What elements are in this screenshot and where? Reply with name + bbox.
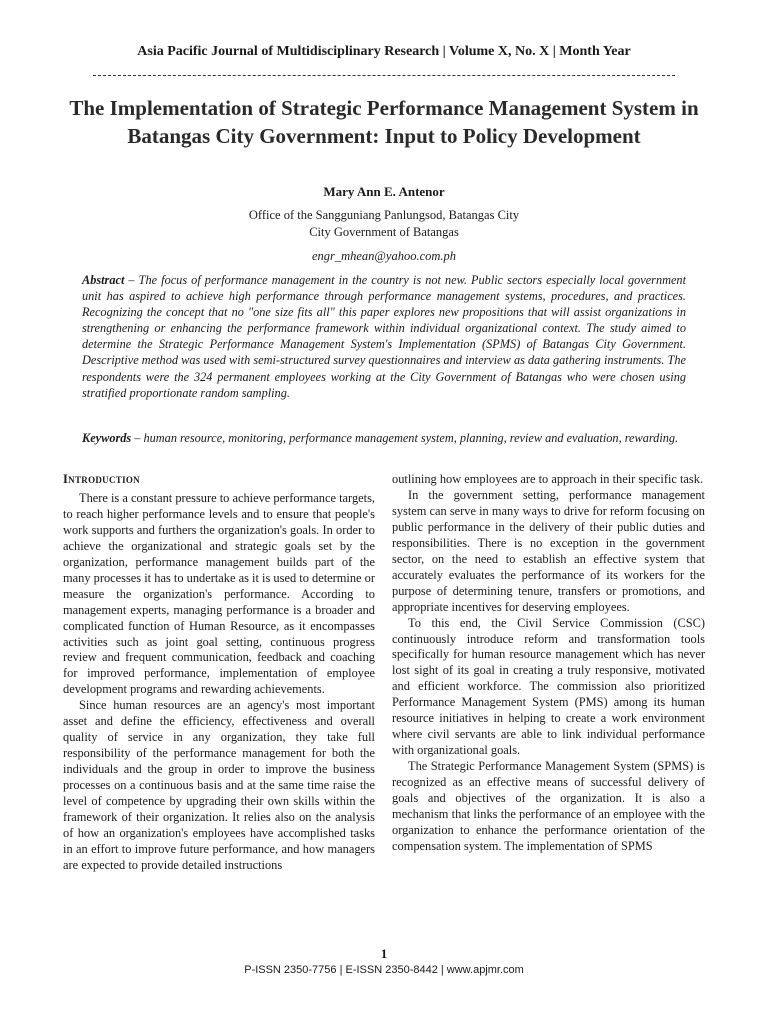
paragraph: In the government setting, performance management system can serve in many ways to drive for reform focusing on public performance in the delivery of their public duties and responsibilities. There is no exception in the government sector, on the need to establish an effective system that accurately evaluates the performance of its workers for the purpose of determining tenure, transfers or promotions, and appropriate incentives for deserving employees. bbox=[392, 487, 705, 614]
paragraph: outlining how employees are to approach in their specific task. bbox=[392, 472, 704, 486]
paragraph: To this end, the Civil Service Commission (CSC) continuously introduce reform and transformation tools specifically for human resource management which has never lost sight of its goal in creating a truly responsive, motivated and efficient workforce. The commission also prioritized Performance Management System (PMS) among its human resource initiatives in helping to create a work environment where civil servants are able to link individual performance with organizational goals. bbox=[392, 615, 705, 758]
paragraph: There is a constant pressure to achieve performance targets, to reach higher performance levels and to ensure that people's work supports and furthers the organization's goals. In order to achieve the organizational and strategic goals set by the organization, performance management builds part of the many processes it has to undertake as it is used to determine or measure the organization's performance. According to management experts, managing performance is a broader and complicated function of Human Resource, as it encompasses activities such as joint goal setting, continuous progress review and frequent communication, feedback and coaching for improved performance, implementation of employee development programs and rewarding achievements. bbox=[63, 490, 375, 697]
author-email: engr_mhean@yahoo.com.ph bbox=[311, 249, 457, 263]
paragraph: Since human resources are an agency's most important asset and define the efficiency, effectiveness and overall quality of service in any organization, they take full responsibility of the performance management for both the individuals and the group in order to improve the business processes on a continuous basis and at the same time raise the level of competence by upgrading their own skills within the framework of their organization. It relies also on the analysis of how an organization's employees have accomplished tasks in an effort to improve future performance, and how managers are expected to provide detailed instructions bbox=[63, 698, 375, 872]
paper-title: The Implementation of Strategic Performance Management System in Batangas City Government: Input to Policy Development bbox=[69, 96, 699, 148]
header-divider bbox=[93, 75, 675, 76]
page-number: 1 bbox=[380, 946, 388, 961]
abstract-label: Abstract bbox=[82, 273, 125, 287]
left-column bbox=[63, 472, 375, 874]
footer-issn: P-ISSN 2350-7756 | E-ISSN 2350-8442 | www.apjmr.com bbox=[244, 964, 524, 976]
keywords bbox=[82, 430, 686, 446]
section-heading: Introduction bbox=[63, 472, 140, 486]
abstract-text: – The focus of performance management in the country is not new. Public sectors especially local government unit has aspired to achieve high performance through performance management systems, procedures, and practices. Recognizing the concept that no "one size fits all" this paper explores new propositions that will assist organizations in strengthening or enhancing the performance framework within individual organizational context. The study aimed to determine the Strategic Performance Management System's Implementation (SPMS) of Batangas City Government. Descriptive method was used with semi-structured survey questionnaires and interview as data gathering instruments. The respondents were the 324 permanent employees working at the City Government of Batangas who were chosen using stratified proportionate random sampling. bbox=[82, 273, 686, 400]
keywords-label: Keywords bbox=[82, 431, 132, 445]
affiliation-line-1: Office of the Sangguniang Panlungsod, Batangas City bbox=[248, 208, 520, 222]
right-column bbox=[392, 472, 705, 855]
affiliation-line-2: City Government of Batangas bbox=[309, 225, 459, 239]
author-name: Mary Ann E. Antenor bbox=[323, 184, 445, 199]
keywords-text: – human resource, monitoring, performance management system, planning, review and evaluation, rewarding. bbox=[131, 431, 679, 445]
journal-header: Asia Pacific Journal of Multidisciplinary Research | Volume X, No. X | Month Year bbox=[137, 44, 631, 59]
paragraph: The Strategic Performance Management System (SPMS) is recognized as an effective means of successful delivery of goals and objectives of the organization. It is also a mechanism that links the performance of an employee with the organization to enhance the performance orientation of the compensation system. The implementation of SPMS bbox=[392, 759, 705, 853]
abstract bbox=[82, 272, 686, 401]
